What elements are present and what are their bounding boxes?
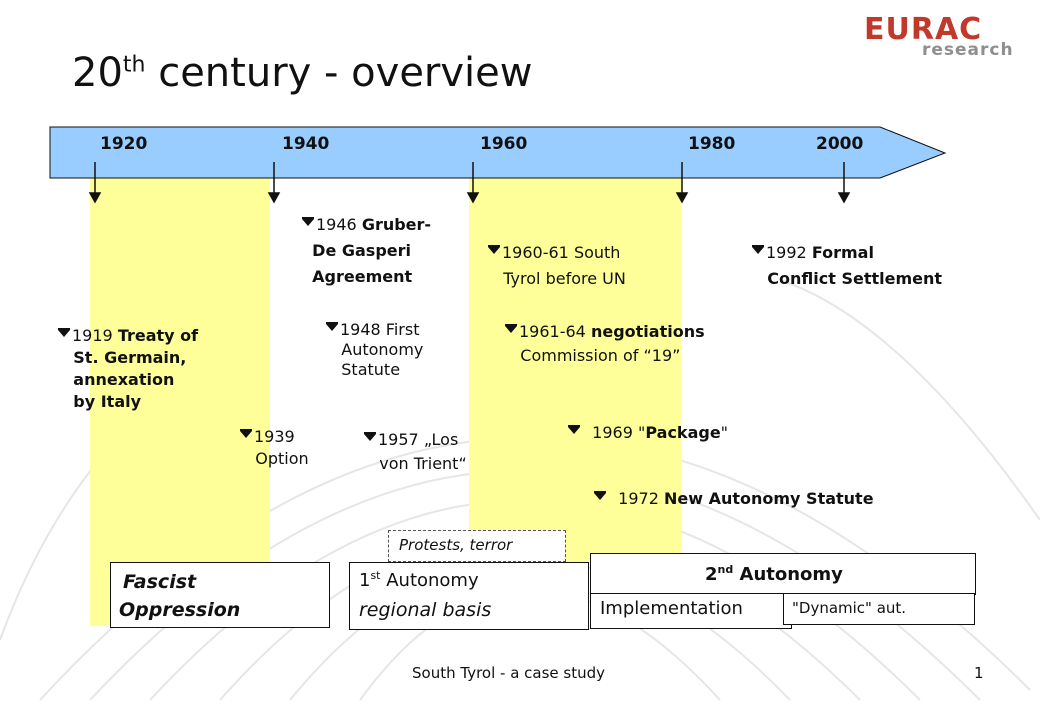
year-1940: 1940 xyxy=(282,134,330,154)
bullet-icon xyxy=(364,434,376,441)
bullet-icon xyxy=(326,324,338,331)
event-1919: 1919 Treaty of St. Germain, annexation by Italy xyxy=(58,325,198,413)
dynamic-autonomy-box: "Dynamic" aut. xyxy=(783,593,975,625)
implementation-box: Implementation xyxy=(590,593,792,629)
year-1980: 1980 xyxy=(688,134,736,154)
event-1992: 1992 Formal Conflict Settlement xyxy=(752,240,942,292)
event-1961: 1961-64 negotiations Commission of “19” xyxy=(505,320,705,368)
bullet-icon xyxy=(568,427,580,434)
event-1946: 1946 Gruber- De Gasperi Agreement xyxy=(302,212,431,290)
bullet-icon xyxy=(302,219,314,226)
second-autonomy-box: 2nd Autonomy xyxy=(590,553,976,595)
event-1948: 1948 First Autonomy Statute xyxy=(326,320,423,380)
bullet-icon xyxy=(240,431,252,438)
event-1960: 1960-61 South Tyrol before UN xyxy=(488,240,626,292)
event-1972: 1972 New Autonomy Statute xyxy=(594,488,874,510)
fascist-oppression-box: Fascist Oppression xyxy=(110,562,330,628)
event-1957: 1957 „Los von Trient“ xyxy=(364,428,467,476)
protests-terror-box: Protests, terror xyxy=(388,530,566,562)
bullet-icon xyxy=(488,247,500,254)
page-number: 1 xyxy=(974,664,984,682)
bullet-icon xyxy=(752,247,764,254)
bullet-icon xyxy=(594,493,606,500)
event-1969: 1969 "Package" xyxy=(568,422,728,444)
year-1960: 1960 xyxy=(480,134,528,154)
year-1920: 1920 xyxy=(100,134,148,154)
eurac-logo: EURAC research xyxy=(864,12,1014,60)
timeline-arrow xyxy=(0,0,1040,210)
event-1939: 1939 Option xyxy=(240,426,309,470)
first-autonomy-box: 1st Autonomy regional basis xyxy=(349,562,589,630)
slide-title: 20th century - overview xyxy=(72,50,533,96)
year-2000: 2000 xyxy=(816,134,864,154)
bullet-icon xyxy=(505,326,517,333)
bullet-icon xyxy=(58,330,70,337)
footer-text: South Tyrol - a case study xyxy=(412,664,606,682)
